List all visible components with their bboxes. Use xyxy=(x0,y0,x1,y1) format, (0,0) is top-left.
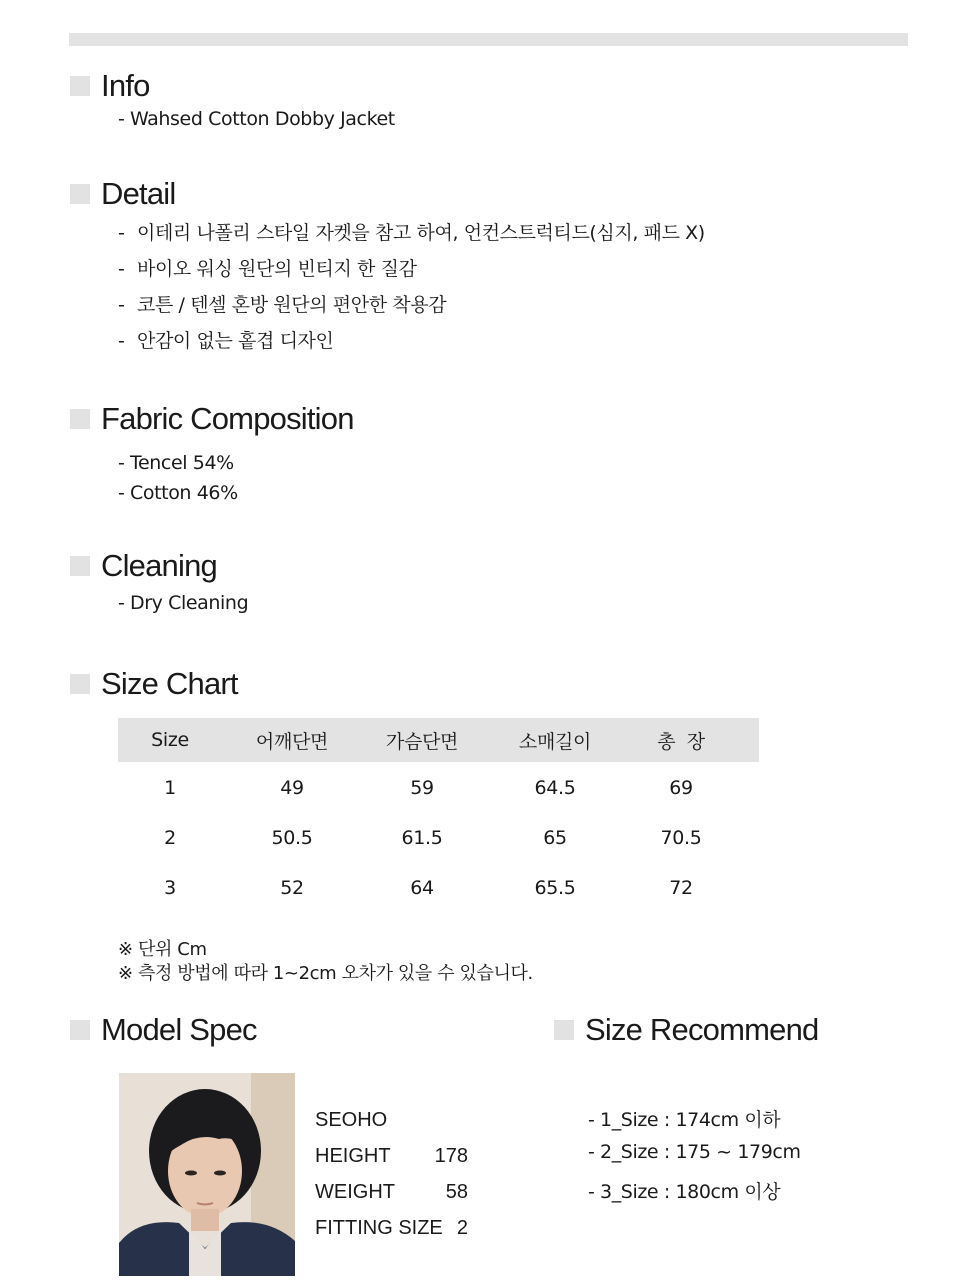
table-cell: 72 xyxy=(669,877,693,899)
weight-value: 58 xyxy=(445,1181,468,1203)
header-cell: 가슴단면 xyxy=(385,730,459,753)
weight-label: WEIGHT xyxy=(315,1181,395,1203)
table-cell: 69 xyxy=(669,777,693,799)
table-cell: 61.5 xyxy=(401,827,443,849)
header-cell: 총 장 xyxy=(657,730,705,753)
size-note: ※ 단위 Cm xyxy=(118,939,207,960)
fabric-item: - Cotton 46% xyxy=(118,482,238,504)
section-size-recommend xyxy=(554,1012,818,1048)
section-title-model-spec: Model Spec xyxy=(101,1012,257,1047)
table-cell: 64 xyxy=(410,877,434,899)
detail-item: - 바이오 워싱 원단의 빈티지 한 질감 xyxy=(118,251,705,287)
info-product-name: - Wahsed Cotton Dobby Jacket xyxy=(118,108,395,130)
section-info xyxy=(70,68,150,104)
section-title-size-chart: Size Chart xyxy=(101,666,238,701)
fitting-size-value: 2 xyxy=(456,1217,468,1239)
header-cell: 소매길이 xyxy=(518,730,592,753)
table-cell: 59 xyxy=(410,777,434,799)
section-title-fabric: Fabric Composition xyxy=(101,401,354,436)
section-bullet-square xyxy=(70,409,90,429)
fitting-size-label: FITTING SIZE xyxy=(315,1217,443,1239)
section-fabric xyxy=(70,401,354,437)
section-size-chart xyxy=(70,666,238,702)
detail-item: - 코튼 / 텐셀 혼방 원단의 편안한 착용감 xyxy=(118,287,705,323)
header-cell: Size xyxy=(151,729,189,751)
table-row xyxy=(118,862,759,912)
section-title-size-recommend: Size Recommend xyxy=(585,1012,819,1047)
cleaning-item: - Dry Cleaning xyxy=(118,592,248,614)
table-cell: 52 xyxy=(280,877,304,899)
model-photo-illustration xyxy=(119,1073,295,1276)
table-row xyxy=(118,762,759,812)
section-bullet-square xyxy=(70,674,90,694)
table-cell: 3 xyxy=(164,877,176,899)
size-note: ※ 측정 방법에 따라 1~2cm 오차가 있을 수 있습니다. xyxy=(118,963,533,984)
header-cell: 어깨단면 xyxy=(255,730,329,753)
table-cell: 64.5 xyxy=(534,777,576,799)
model-name: SEOHO xyxy=(315,1109,388,1131)
table-cell: 50.5 xyxy=(271,827,313,849)
section-detail xyxy=(70,176,175,212)
size-recommend-item: - 1_Size : 174cm 이하 xyxy=(588,1105,780,1132)
section-bullet-square xyxy=(70,76,90,96)
table-cell: 65 xyxy=(543,827,567,849)
table-cell: 70.5 xyxy=(660,827,702,849)
section-title-info: Info xyxy=(101,68,150,103)
top-divider-bar xyxy=(69,33,908,46)
size-table-header xyxy=(118,718,759,762)
height-label: HEIGHT xyxy=(315,1145,391,1167)
section-bullet-square xyxy=(70,184,90,204)
model-photo xyxy=(119,1073,295,1276)
section-cleaning xyxy=(70,548,217,584)
section-bullet-square xyxy=(70,556,90,576)
detail-item: - 이테리 나폴리 스타일 자켓을 참고 하여, 언컨스트럭티드(심지, 패드 X) xyxy=(118,215,705,251)
table-row xyxy=(118,812,759,862)
size-recommend-item: - 3_Size : 180cm 이상 xyxy=(588,1177,780,1204)
height-value: 178 xyxy=(434,1145,468,1167)
detail-item: - 안감이 없는 홑겹 디자인 xyxy=(118,323,705,359)
size-recommend-item: - 2_Size : 175 ~ 179cm xyxy=(588,1141,801,1163)
section-title-cleaning: Cleaning xyxy=(101,548,217,583)
table-cell: 65.5 xyxy=(534,877,576,899)
fabric-item: - Tencel 54% xyxy=(118,452,234,474)
section-title-detail: Detail xyxy=(101,176,176,211)
table-cell: 49 xyxy=(280,777,304,799)
section-model-spec xyxy=(70,1012,257,1048)
detail-list xyxy=(118,215,705,359)
table-cell: 2 xyxy=(164,827,176,849)
section-bullet-square xyxy=(70,1020,90,1040)
size-table xyxy=(118,718,759,912)
table-cell: 1 xyxy=(164,777,176,799)
section-bullet-square xyxy=(554,1020,574,1040)
